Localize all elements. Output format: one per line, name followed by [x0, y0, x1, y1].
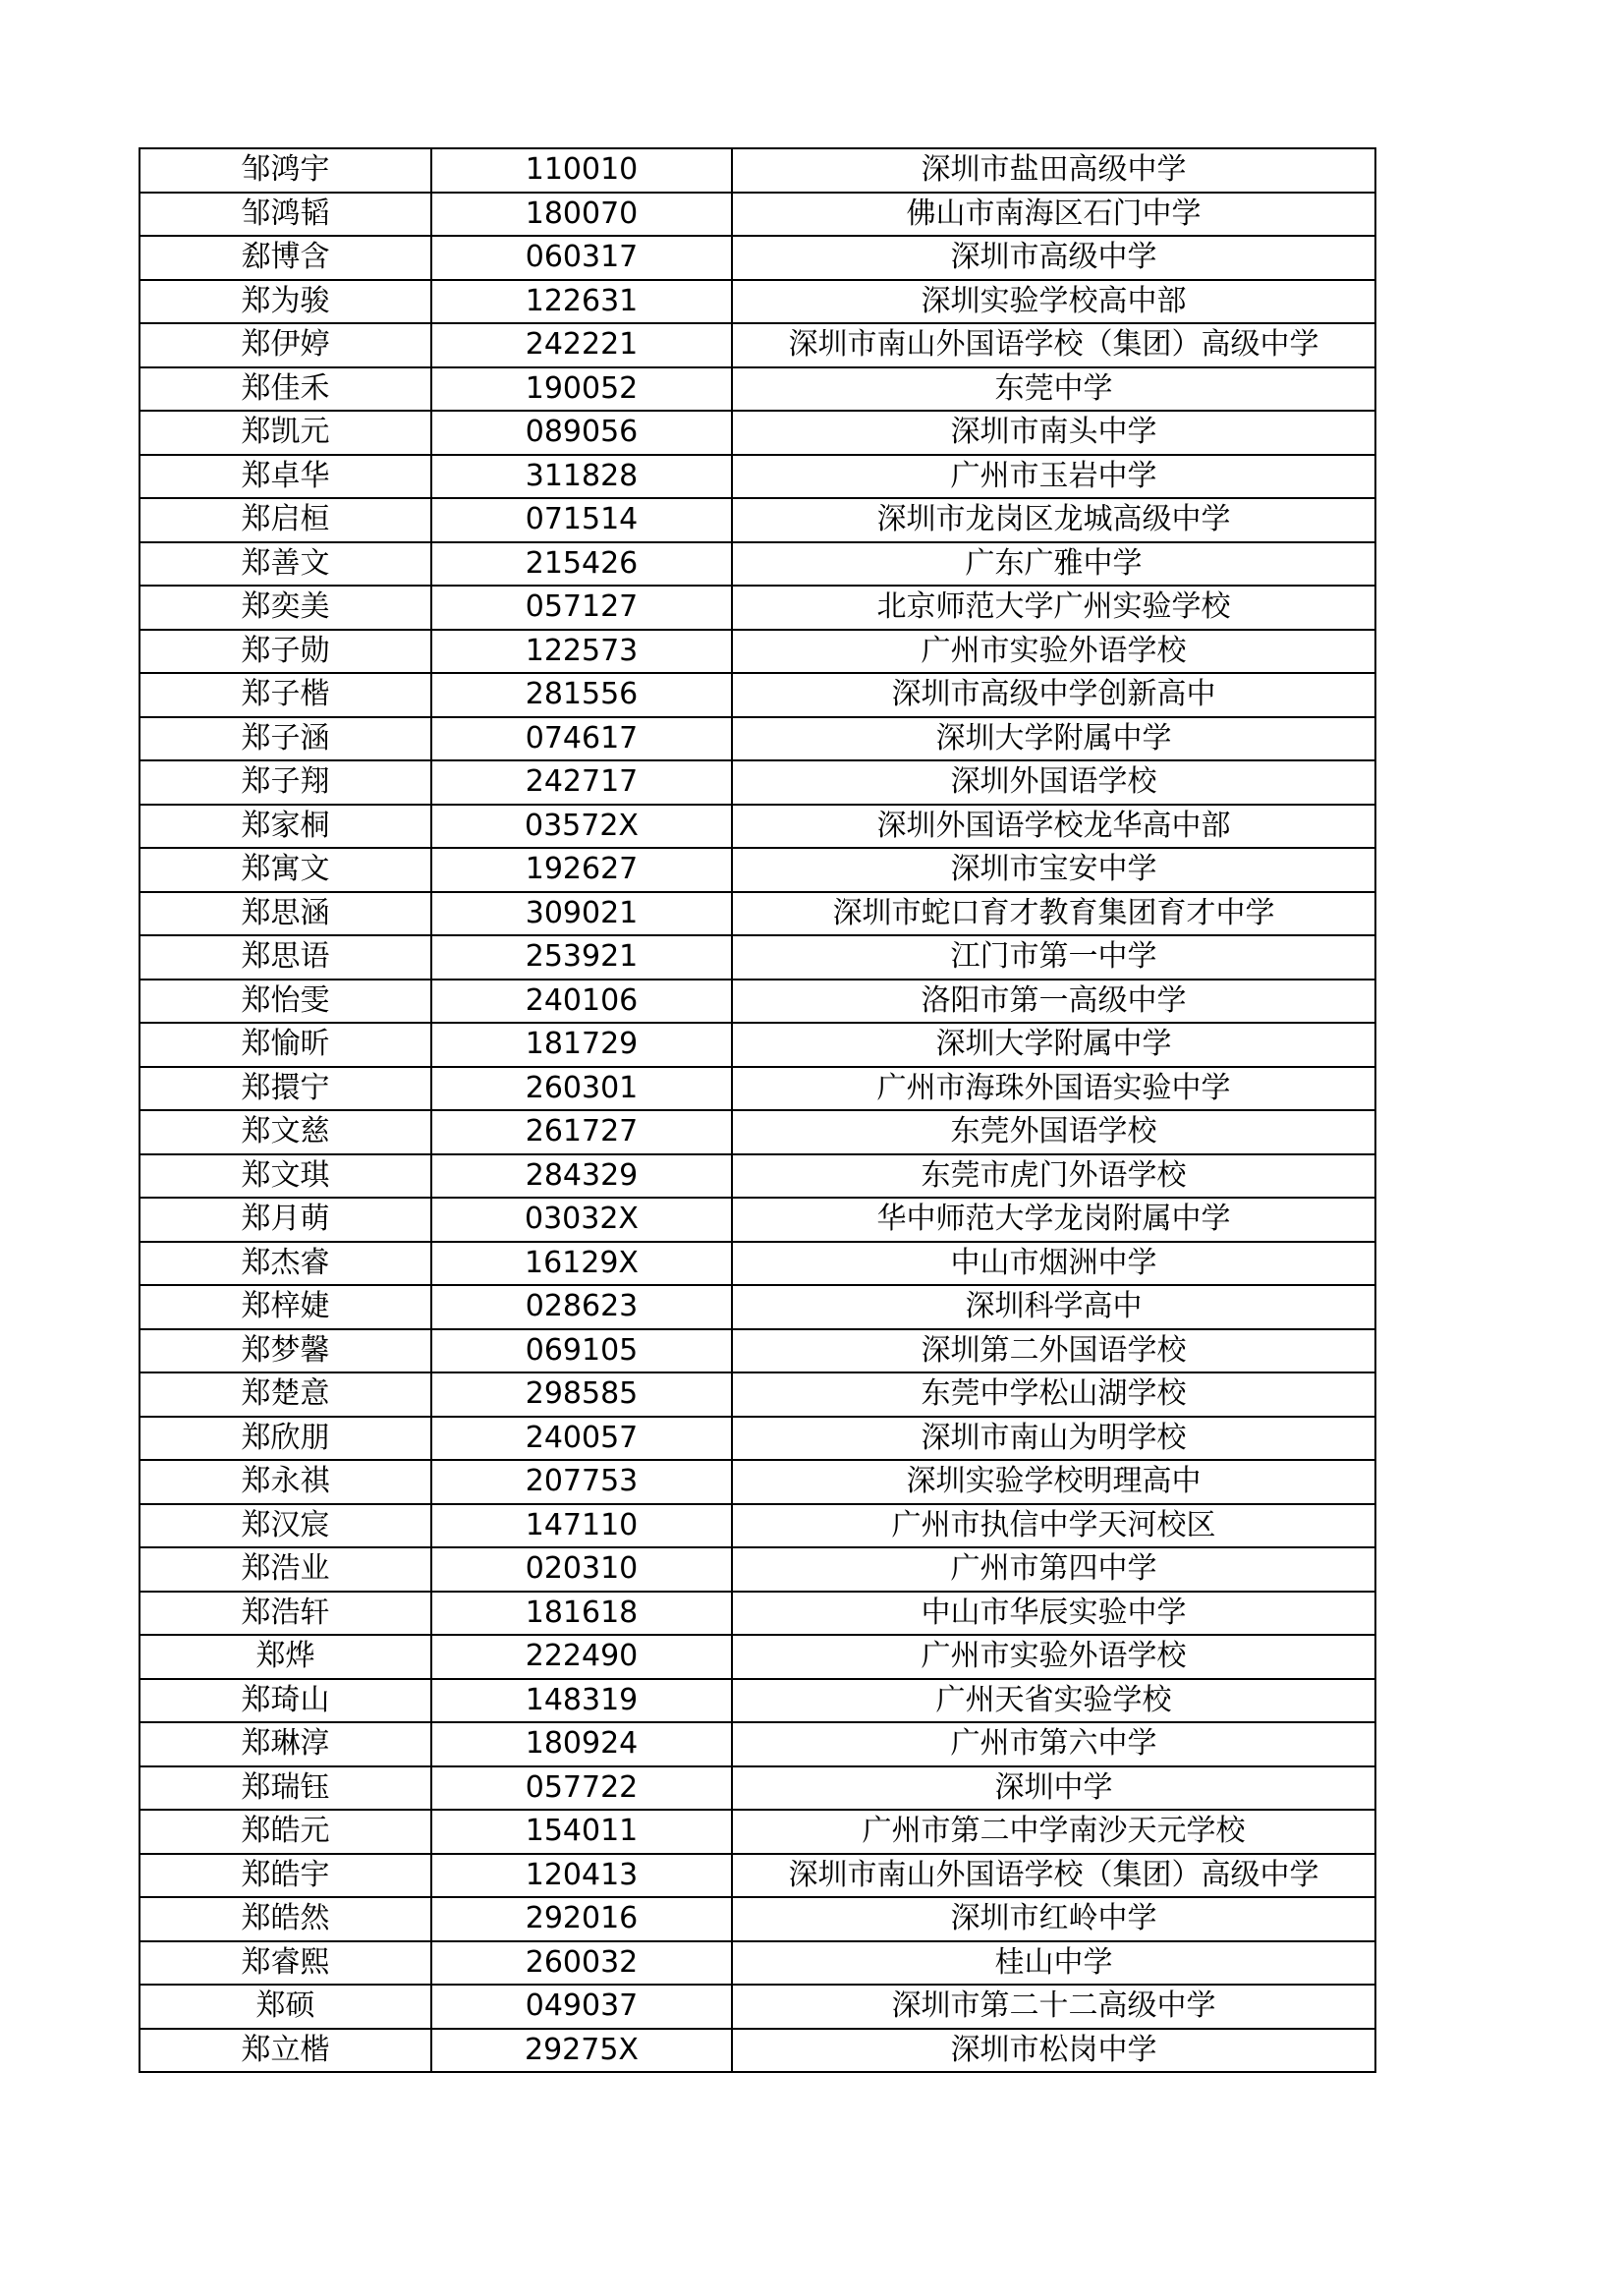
table-row [140, 280, 1375, 324]
student-name-cell: 郑浩业 [140, 1547, 431, 1592]
student-name-cell: 郑琳淳 [140, 1722, 431, 1766]
student-name-cell: 郑烨 [140, 1635, 431, 1679]
student-id-cell: 057722 [431, 1766, 732, 1811]
student-id-cell: 148319 [431, 1679, 732, 1723]
table-row [140, 148, 1375, 193]
student-id-cell: 074617 [431, 717, 732, 761]
student-id-cell: 122631 [431, 280, 732, 324]
school-name-cell: 东莞中学 [732, 367, 1375, 412]
student-id-cell: 261727 [431, 1110, 732, 1154]
student-name-cell: 郑皓然 [140, 1897, 431, 1941]
table-row [140, 1285, 1375, 1329]
table-row [140, 630, 1375, 674]
student-name-cell: 郑皓宇 [140, 1854, 431, 1898]
student-name-cell: 郑楚意 [140, 1372, 431, 1417]
table-row [140, 1679, 1375, 1723]
school-name-cell: 深圳实验学校明理高中 [732, 1460, 1375, 1504]
school-name-cell: 广东广雅中学 [732, 542, 1375, 587]
table-row [140, 1154, 1375, 1199]
student-id-cell: 215426 [431, 542, 732, 587]
table-row [140, 498, 1375, 542]
student-name-cell: 郑思涵 [140, 892, 431, 936]
student-id-cell: 298585 [431, 1372, 732, 1417]
school-name-cell: 深圳市南头中学 [732, 411, 1375, 455]
table-row [140, 1242, 1375, 1286]
student-name-cell: 郑月萌 [140, 1198, 431, 1242]
school-name-cell: 深圳中学 [732, 1766, 1375, 1811]
table-row [140, 1592, 1375, 1636]
student-name-cell: 郄博含 [140, 236, 431, 280]
student-name-cell: 郑永祺 [140, 1460, 431, 1504]
student-id-cell: 240057 [431, 1417, 732, 1461]
student-name-cell: 郑梦馨 [140, 1329, 431, 1373]
student-id-cell: 060317 [431, 236, 732, 280]
student-id-cell: 147110 [431, 1504, 732, 1548]
student-id-cell: 049037 [431, 1985, 732, 2029]
student-name-cell: 郑家桐 [140, 805, 431, 849]
table-row [140, 1547, 1375, 1592]
student-name-cell: 郑擐宁 [140, 1067, 431, 1111]
table-row [140, 2029, 1375, 2073]
table-row [140, 980, 1375, 1024]
student-name-cell: 郑文琪 [140, 1154, 431, 1199]
school-name-cell: 深圳市南山外国语学校（集团）高级中学 [732, 1854, 1375, 1898]
table-row [140, 236, 1375, 280]
student-name-cell: 郑欣朋 [140, 1417, 431, 1461]
table-row [140, 323, 1375, 367]
table-row [140, 542, 1375, 587]
student-id-cell: 057127 [431, 586, 732, 630]
roster-body [140, 148, 1375, 2072]
student-name-cell: 郑怡雯 [140, 980, 431, 1024]
student-name-cell: 邹鸿韬 [140, 193, 431, 237]
student-name-cell: 郑寓文 [140, 848, 431, 892]
student-id-cell: 190052 [431, 367, 732, 412]
school-name-cell: 中山市华辰实验中学 [732, 1592, 1375, 1636]
school-name-cell: 深圳市高级中学创新高中 [732, 673, 1375, 717]
student-id-cell: 028623 [431, 1285, 732, 1329]
student-id-cell: 180070 [431, 193, 732, 237]
table-row [140, 935, 1375, 980]
student-name-cell: 郑梓婕 [140, 1285, 431, 1329]
student-id-cell: 180924 [431, 1722, 732, 1766]
school-name-cell: 广州市玉岩中学 [732, 455, 1375, 499]
student-id-cell: 222490 [431, 1635, 732, 1679]
student-name-cell: 郑硕 [140, 1985, 431, 2029]
table-row [140, 1897, 1375, 1941]
table-row [140, 673, 1375, 717]
table-row [140, 760, 1375, 805]
school-name-cell: 中山市烟洲中学 [732, 1242, 1375, 1286]
student-name-cell: 郑汉宸 [140, 1504, 431, 1548]
table-row [140, 1810, 1375, 1854]
school-name-cell: 广州天省实验学校 [732, 1679, 1375, 1723]
school-name-cell: 深圳大学附属中学 [732, 1023, 1375, 1067]
student-name-cell: 郑睿熙 [140, 1941, 431, 1986]
school-name-cell: 深圳市宝安中学 [732, 848, 1375, 892]
table-row [140, 586, 1375, 630]
table-row [140, 1110, 1375, 1154]
student-name-cell: 郑愉昕 [140, 1023, 431, 1067]
student-id-cell: 309021 [431, 892, 732, 936]
student-id-cell: 03572X [431, 805, 732, 849]
student-id-cell: 284329 [431, 1154, 732, 1199]
student-id-cell: 260301 [431, 1067, 732, 1111]
school-name-cell: 深圳大学附属中学 [732, 717, 1375, 761]
school-name-cell: 广州市实验外语学校 [732, 630, 1375, 674]
student-name-cell: 郑为骏 [140, 280, 431, 324]
school-name-cell: 东莞中学松山湖学校 [732, 1372, 1375, 1417]
school-name-cell: 佛山市南海区石门中学 [732, 193, 1375, 237]
table-row [140, 367, 1375, 412]
school-name-cell: 深圳外国语学校 [732, 760, 1375, 805]
school-name-cell: 深圳市龙岗区龙城高级中学 [732, 498, 1375, 542]
student-id-cell: 03032X [431, 1198, 732, 1242]
school-name-cell: 深圳市南山外国语学校（集团）高级中学 [732, 323, 1375, 367]
table-row [140, 1941, 1375, 1986]
table-row [140, 1372, 1375, 1417]
student-name-cell: 郑子楷 [140, 673, 431, 717]
table-row [140, 717, 1375, 761]
school-name-cell: 洛阳市第一高级中学 [732, 980, 1375, 1024]
student-id-cell: 207753 [431, 1460, 732, 1504]
school-name-cell: 东莞外国语学校 [732, 1110, 1375, 1154]
student-name-cell: 郑瑞钰 [140, 1766, 431, 1811]
student-name-cell: 郑立楷 [140, 2029, 431, 2073]
student-id-cell: 260032 [431, 1941, 732, 1986]
student-id-cell: 110010 [431, 148, 732, 193]
school-name-cell: 深圳市南山为明学校 [732, 1417, 1375, 1461]
school-name-cell: 江门市第一中学 [732, 935, 1375, 980]
student-id-cell: 120413 [431, 1854, 732, 1898]
student-name-cell: 邹鸿宇 [140, 148, 431, 193]
student-name-cell: 郑伊婷 [140, 323, 431, 367]
school-name-cell: 广州市第二中学南沙天元学校 [732, 1810, 1375, 1854]
table-row [140, 193, 1375, 237]
table-row [140, 805, 1375, 849]
student-id-cell: 192627 [431, 848, 732, 892]
student-name-cell: 郑善文 [140, 542, 431, 587]
roster-table [139, 147, 1376, 2073]
student-id-cell: 181729 [431, 1023, 732, 1067]
student-name-cell: 郑杰睿 [140, 1242, 431, 1286]
school-name-cell: 广州市执信中学天河校区 [732, 1504, 1375, 1548]
student-id-cell: 122573 [431, 630, 732, 674]
school-name-cell: 桂山中学 [732, 1941, 1375, 1986]
student-id-cell: 242717 [431, 760, 732, 805]
student-name-cell: 郑佳禾 [140, 367, 431, 412]
student-id-cell: 311828 [431, 455, 732, 499]
school-name-cell: 东莞市虎门外语学校 [732, 1154, 1375, 1199]
student-id-cell: 240106 [431, 980, 732, 1024]
school-name-cell: 深圳市第二十二高级中学 [732, 1985, 1375, 2029]
student-id-cell: 089056 [431, 411, 732, 455]
table-row [140, 1766, 1375, 1811]
student-name-cell: 郑子勋 [140, 630, 431, 674]
school-name-cell: 北京师范大学广州实验学校 [732, 586, 1375, 630]
table-row [140, 411, 1375, 455]
school-name-cell: 深圳第二外国语学校 [732, 1329, 1375, 1373]
student-id-cell: 181618 [431, 1592, 732, 1636]
school-name-cell: 深圳市高级中学 [732, 236, 1375, 280]
student-id-cell: 020310 [431, 1547, 732, 1592]
student-name-cell: 郑启桓 [140, 498, 431, 542]
table-row [140, 1722, 1375, 1766]
student-name-cell: 郑子翔 [140, 760, 431, 805]
table-row [140, 892, 1375, 936]
table-row [140, 1329, 1375, 1373]
student-name-cell: 郑奕美 [140, 586, 431, 630]
table-row [140, 455, 1375, 499]
school-name-cell: 深圳实验学校高中部 [732, 280, 1375, 324]
student-id-cell: 071514 [431, 498, 732, 542]
student-name-cell: 郑思语 [140, 935, 431, 980]
table-row [140, 1417, 1375, 1461]
school-name-cell: 深圳市盐田高级中学 [732, 148, 1375, 193]
student-name-cell: 郑凯元 [140, 411, 431, 455]
table-row [140, 1023, 1375, 1067]
table-row [140, 1460, 1375, 1504]
table-row [140, 1985, 1375, 2029]
school-name-cell: 深圳市松岗中学 [732, 2029, 1375, 2073]
school-name-cell: 深圳市蛇口育才教育集团育才中学 [732, 892, 1375, 936]
school-name-cell: 广州市第六中学 [732, 1722, 1375, 1766]
school-name-cell: 广州市实验外语学校 [732, 1635, 1375, 1679]
table-row [140, 1635, 1375, 1679]
student-id-cell: 29275X [431, 2029, 732, 2073]
table-row [140, 848, 1375, 892]
table-row [140, 1504, 1375, 1548]
table-row [140, 1198, 1375, 1242]
school-name-cell: 华中师范大学龙岗附属中学 [732, 1198, 1375, 1242]
student-id-cell: 242221 [431, 323, 732, 367]
student-id-cell: 154011 [431, 1810, 732, 1854]
school-name-cell: 深圳市红岭中学 [732, 1897, 1375, 1941]
student-name-cell: 郑皓元 [140, 1810, 431, 1854]
school-name-cell: 深圳科学高中 [732, 1285, 1375, 1329]
student-name-cell: 郑卓华 [140, 455, 431, 499]
student-id-cell: 281556 [431, 673, 732, 717]
student-name-cell: 郑琦山 [140, 1679, 431, 1723]
student-id-cell: 253921 [431, 935, 732, 980]
student-id-cell: 069105 [431, 1329, 732, 1373]
student-id-cell: 16129X [431, 1242, 732, 1286]
student-name-cell: 郑子涵 [140, 717, 431, 761]
school-name-cell: 广州市第四中学 [732, 1547, 1375, 1592]
student-name-cell: 郑文慈 [140, 1110, 431, 1154]
student-id-cell: 292016 [431, 1897, 732, 1941]
school-name-cell: 深圳外国语学校龙华高中部 [732, 805, 1375, 849]
table-row [140, 1854, 1375, 1898]
school-name-cell: 广州市海珠外国语实验中学 [732, 1067, 1375, 1111]
student-name-cell: 郑浩轩 [140, 1592, 431, 1636]
table-row [140, 1067, 1375, 1111]
